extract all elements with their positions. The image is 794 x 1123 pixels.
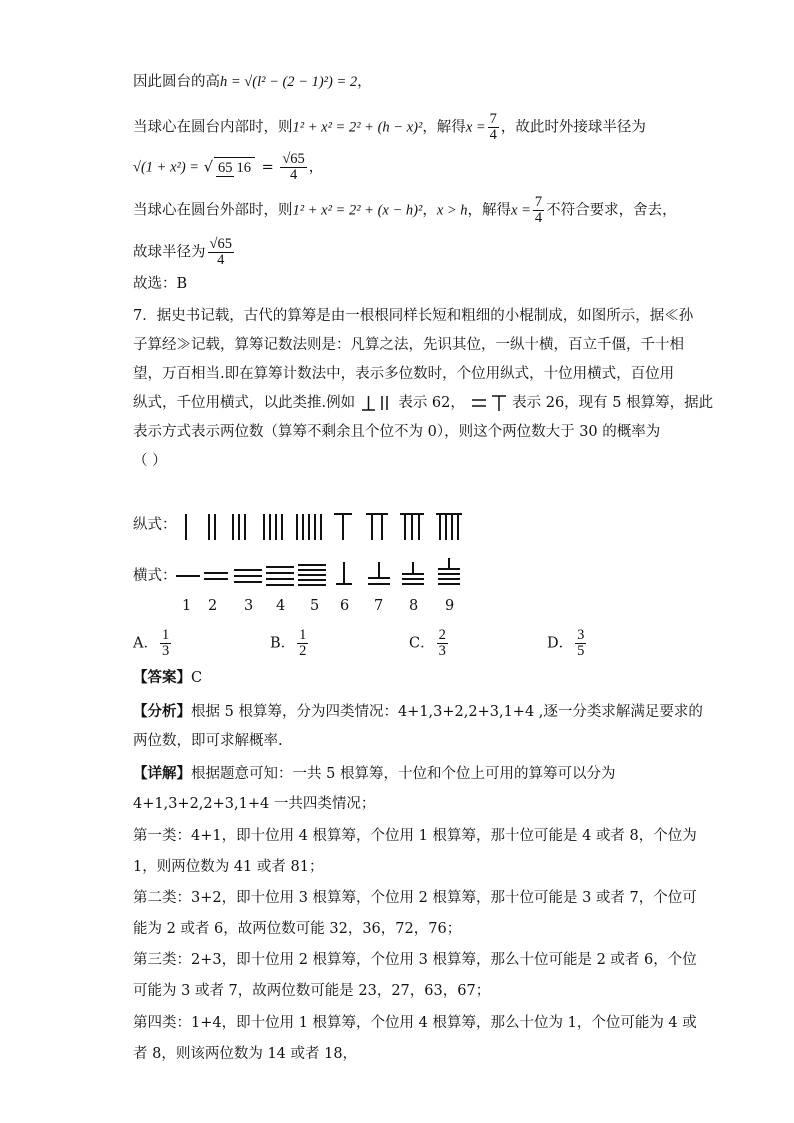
digit-label: 5 xyxy=(310,598,320,614)
detail-line: 第四类：1+4，即十位用 1 根算筹，个位用 4 根算筹，那么十位为 1，个位可能为 4 或 xyxy=(133,1015,697,1031)
detail-line: 第二类：3+2，即十位用 3 根算筹，个位用 2 根算筹，那十位可能是 3 或者 7，个位可 xyxy=(133,890,697,906)
text: 因此圆台的高 xyxy=(133,74,220,90)
denominator: 4 xyxy=(217,252,225,268)
analysis-line: 两位数，即可求解概率. xyxy=(133,733,283,749)
text: ， xyxy=(357,74,372,90)
text: ，解得 xyxy=(467,202,512,219)
text: 表示 26，现有 5 根算筹，据此 xyxy=(512,395,714,411)
detail-line: 第一类：4+1，即十位用 4 根算筹，个位用 1 根算筹，那十位可能是 4 或者 8，个位为 xyxy=(133,828,697,844)
solution-line-radius xyxy=(133,152,323,183)
fraction xyxy=(533,195,544,226)
fraction xyxy=(297,628,308,659)
digit-label: 6 xyxy=(340,598,350,614)
fraction xyxy=(280,152,306,183)
denominator: 5 xyxy=(577,643,585,659)
denominator: 3 xyxy=(161,643,170,659)
detail-line: 能为 2 或者 6，故两位数可能 32，36，72，76； xyxy=(133,921,462,937)
rod-numeral-62 xyxy=(360,393,394,413)
option-label: D． xyxy=(547,635,574,652)
digit-label: 9 xyxy=(445,598,455,614)
text: 当球心在圆台内部时，则 xyxy=(133,119,293,136)
numerator: √65 xyxy=(282,151,305,167)
option-label: B． xyxy=(270,635,296,652)
radical-icon: √ xyxy=(203,159,213,176)
math-condition: x > h xyxy=(436,202,468,219)
answer-value: C xyxy=(191,670,203,686)
math-variable: x = xyxy=(465,119,486,136)
option-label: A． xyxy=(133,635,158,652)
numerator: 1 xyxy=(161,627,170,643)
math-variable: x = xyxy=(511,202,531,219)
detail-line: 4+1,3+2,2+3,1+4 一共四类情况； xyxy=(133,796,376,812)
fraction xyxy=(214,157,255,178)
digit-label: 3 xyxy=(244,598,254,614)
numerator: 65 xyxy=(217,160,233,176)
math-expression: h = √(l² − (2 − 1)²) = 2 xyxy=(220,74,358,90)
text: 故球半径为 xyxy=(133,244,206,261)
fraction xyxy=(160,628,171,659)
question-blank: （ ） xyxy=(133,453,167,469)
fraction xyxy=(208,237,234,268)
numerator: 1 xyxy=(299,627,307,643)
text: ，解得 xyxy=(422,119,466,136)
fraction xyxy=(575,628,586,659)
vertical-row-label: 纵式： xyxy=(133,517,177,533)
numerator: 7 xyxy=(534,194,543,210)
option-c[interactable] xyxy=(409,628,450,659)
solution-line-conclusion xyxy=(133,237,236,268)
question-text xyxy=(133,393,713,413)
text: 不符合要求，舍去， xyxy=(546,202,677,219)
numerator: 7 xyxy=(489,111,497,127)
text: 表示 62， xyxy=(398,395,465,411)
solution-line-height xyxy=(133,72,372,92)
numerator: 3 xyxy=(577,627,585,643)
detail-line xyxy=(133,764,615,784)
solution-line-outside xyxy=(133,195,677,226)
denominator: 3 xyxy=(438,643,446,659)
fraction xyxy=(488,112,499,143)
detail-line: 可能为 3 或者 7，故两位数可能是 23，27，63，67； xyxy=(133,983,491,999)
option-label: C． xyxy=(409,635,435,652)
text: 根据 5 根算筹，分为四类情况：4+1,3+2,2+3,1+4 ,逐一分类求解满足要求的 xyxy=(191,704,703,720)
analysis-line xyxy=(133,702,703,722)
analysis-tag: 【分析】 xyxy=(133,703,191,720)
answer-tag: 【答案】 xyxy=(133,669,191,686)
digit-label: 8 xyxy=(409,598,419,614)
digit-label: 4 xyxy=(276,598,286,614)
text: 当球心在圆台外部时，则 xyxy=(133,202,293,219)
digit-label: 2 xyxy=(208,598,218,614)
denominator: 4 xyxy=(289,167,298,183)
detail-line: 者 8，则该两位数为 14 或者 18， xyxy=(133,1046,358,1062)
detail-tag: 【详解】 xyxy=(133,765,191,782)
digit-label: 1 xyxy=(182,598,192,614)
question-text: 7．据史书记载，古代的算筹是由一根根同样长短和粗细的小棍制成，如图所示，据≪孙 xyxy=(133,308,694,324)
question-text: 子算经≫记载，算筹记数法则是：凡算之法，先识其位，一纵十横，百立千僵，千十相 xyxy=(133,337,684,353)
text: 纵式，千位用横式，以此类推.例如 xyxy=(133,395,356,411)
denominator: 16 xyxy=(236,160,251,176)
denominator: 2 xyxy=(299,643,307,659)
math-equation: 1² + x² = 2² + (x − h)² xyxy=(292,202,423,219)
question-text: 表示方式表示两位数（算筹不剩余且个位不为 0），则这个两位数大于 30 的概率为 xyxy=(133,424,661,440)
horizontal-row-label: 横式： xyxy=(133,568,177,584)
denominator: 4 xyxy=(489,127,497,143)
option-a[interactable] xyxy=(133,628,173,659)
fraction xyxy=(437,628,448,659)
math-equation: 1² + x² = 2² + (h − x)² xyxy=(292,119,423,136)
solution-line-inside xyxy=(133,112,646,143)
numerator: 2 xyxy=(438,627,446,643)
math-expression: √(1 + x²) = xyxy=(133,159,200,176)
digit-label: 7 xyxy=(374,598,384,614)
rod-numeral-26 xyxy=(470,393,508,413)
option-b[interactable] xyxy=(270,628,310,659)
text: 根据题意可知：一共 5 根算筹，十位和个位上可用的算筹可以分为 xyxy=(191,766,616,782)
equals-sign: = xyxy=(261,159,274,176)
answer-line xyxy=(133,668,202,688)
detail-line: 1，则两位数为 41 或者 81； xyxy=(133,859,324,875)
text: ，故此时外接球半径为 xyxy=(500,119,646,136)
question-text: 望，万百相当.即在算筹计数法中，表示多位数时，个位用纵式，十位用横式，百位用 xyxy=(133,366,675,382)
text: ， xyxy=(308,159,324,176)
numerator: √65 xyxy=(209,236,232,252)
detail-line: 第三类：2+3，即十位用 2 根算筹，个位用 3 根算筹，那么十位可能是 2 或者 6，个位 xyxy=(133,952,697,968)
denominator: 4 xyxy=(534,210,543,226)
text: ， xyxy=(422,202,437,219)
choice-line: 故选：B xyxy=(133,276,188,292)
option-d[interactable] xyxy=(547,628,588,659)
